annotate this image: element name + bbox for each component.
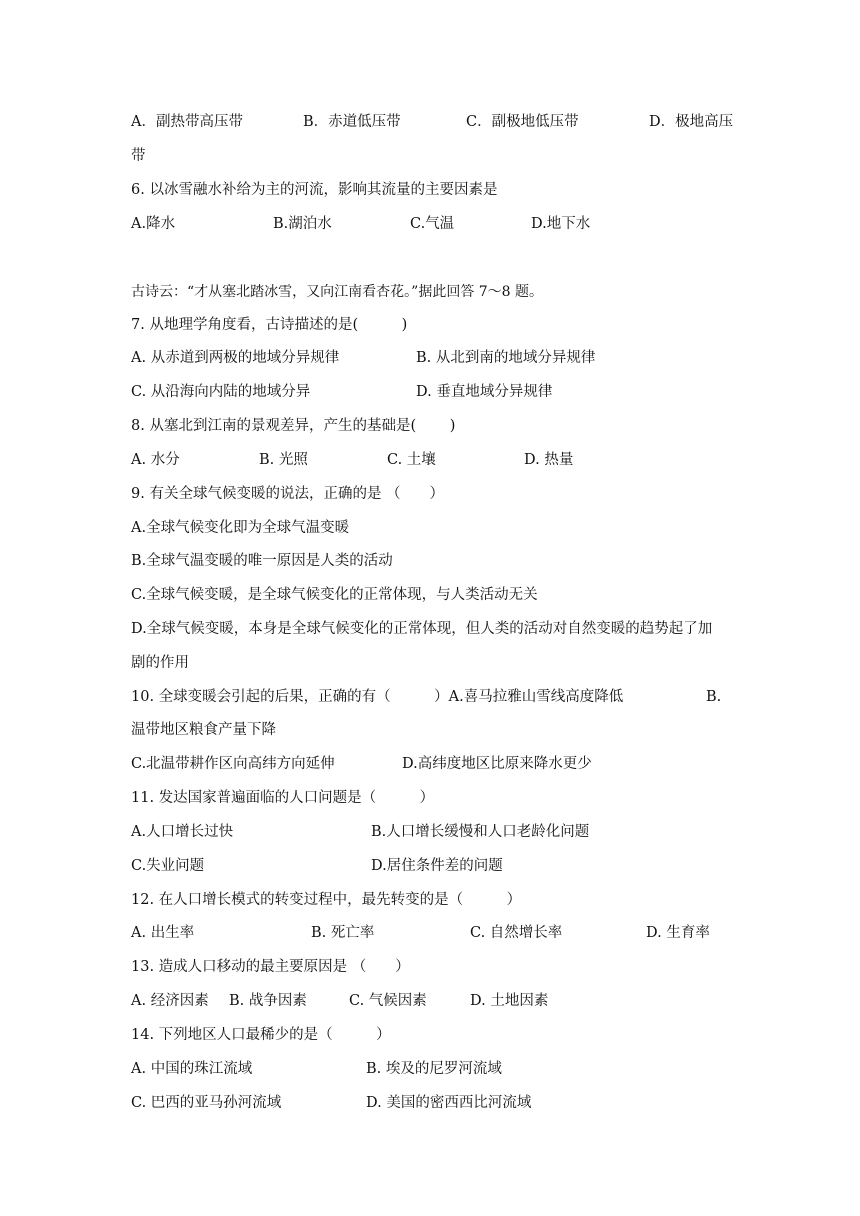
q6-stem: 6. 以冰雪融水补给为主的河流，影响其流量的主要因素是: [131, 182, 498, 198]
q8-option-a: A. 水分: [131, 452, 180, 468]
q13-option-b: B. 战争因素: [229, 993, 307, 1009]
q7-option-b: B. 从北到南的地域分异规律: [416, 350, 596, 366]
q10-option-b: B.: [706, 689, 722, 705]
q10-option-c: C.北温带耕作区向高纬方向延伸: [131, 756, 335, 772]
q8-option-c: C. 土壤: [387, 452, 436, 468]
q6-option-b: B.湖泊水: [273, 216, 332, 232]
q13-option-d: D. 土地因素: [470, 993, 549, 1009]
q11-option-b: B.人口增长缓慢和人口老龄化问题: [371, 824, 590, 840]
q5-option-c: C．副极地低压带: [466, 114, 579, 130]
q12-stem: 12. 在人口增长模式的转变过程中，最先转变的是（ ）: [131, 892, 522, 908]
q10-option-b-continued: 温带地区粮食产量下降: [131, 722, 276, 738]
q14-option-c: C. 巴西的亚马孙河流域: [131, 1095, 282, 1111]
q12-option-c: C. 自然增长率: [470, 925, 563, 941]
q10-stem: 10. 全球变暖会引起的后果，正确的有（ ）A.喜马拉雅山雪线高度降低: [131, 689, 624, 705]
q10-option-d: D.高纬度地区比原来降水更少: [402, 756, 592, 772]
q5-option-a: A．副热带高压带: [131, 114, 243, 130]
q6-option-a: A.降水: [131, 216, 176, 232]
q9-option-c: C.全球气候变暖，是全球气候变化的正常体现，与人类活动无关: [131, 587, 538, 603]
q13-option-a: A. 经济因素: [131, 993, 209, 1009]
q12-option-a: A. 出生率: [131, 925, 195, 941]
q9-option-d: D.全球气候变暖，本身是全球气候变化的正常体现，但人类的活动对自然变暖的趋势起了加: [131, 621, 713, 637]
q7-option-c: C. 从沿海向内陆的地域分异: [131, 384, 311, 400]
q6-option-d: D.地下水: [531, 216, 591, 232]
q13-stem: 13. 造成人口移动的最主要原因是 （ ）: [131, 959, 410, 975]
q11-option-a: A.人口增长过快: [131, 824, 234, 840]
q12-option-d: D. 生育率: [646, 925, 710, 941]
q11-option-c: C.失业问题: [131, 858, 205, 874]
q6-option-c: C.气温: [410, 216, 455, 232]
q5-option-d-continued: 带: [131, 148, 146, 164]
q14-option-d: D. 美国的密西西比河流域: [366, 1095, 532, 1111]
q13-option-c: C. 气候因素: [349, 993, 427, 1009]
q9-option-d-continued: 剧的作用: [131, 655, 189, 671]
q11-stem: 11. 发达国家普遍面临的人口问题是（ ）: [131, 790, 435, 806]
q14-stem: 14. 下列地区人口最稀少的是（ ）: [131, 1027, 391, 1043]
q11-option-d: D.居住条件差的问题: [371, 858, 503, 874]
q14-option-b: B. 埃及的尼罗河流域: [366, 1061, 502, 1077]
q12-option-b: B. 死亡率: [311, 925, 375, 941]
q14-option-a: A. 中国的珠江流域: [131, 1061, 253, 1077]
q5-option-b: B．赤道低压带: [303, 114, 401, 130]
q7-option-a: A. 从赤道到两极的地域分异规律: [131, 350, 340, 366]
q7-stem: 7. 从地理学角度看，古诗描述的是( ): [131, 317, 408, 333]
q8-option-d: D. 热量: [524, 452, 574, 468]
q5-option-d: D．极地高压: [649, 114, 734, 130]
q7-option-d: D. 垂直地域分异规律: [416, 384, 553, 400]
q8-stem: 8. 从塞北到江南的景观差异，产生的基础是( ): [131, 418, 456, 434]
q9-stem: 9. 有关全球气候变暖的说法，正确的是 （ ）: [131, 486, 445, 502]
q8-option-b: B. 光照: [259, 452, 308, 468]
q9-option-a: A.全球气候变化即为全球气温变暖: [131, 520, 350, 536]
q9-option-b: B.全球气温变暖的唯一原因是人类的活动: [131, 553, 393, 569]
poem-intro: 古诗云：“才从塞北踏冰雪，又向江南看杏花。”据此回答 7～8 题。: [131, 284, 544, 300]
